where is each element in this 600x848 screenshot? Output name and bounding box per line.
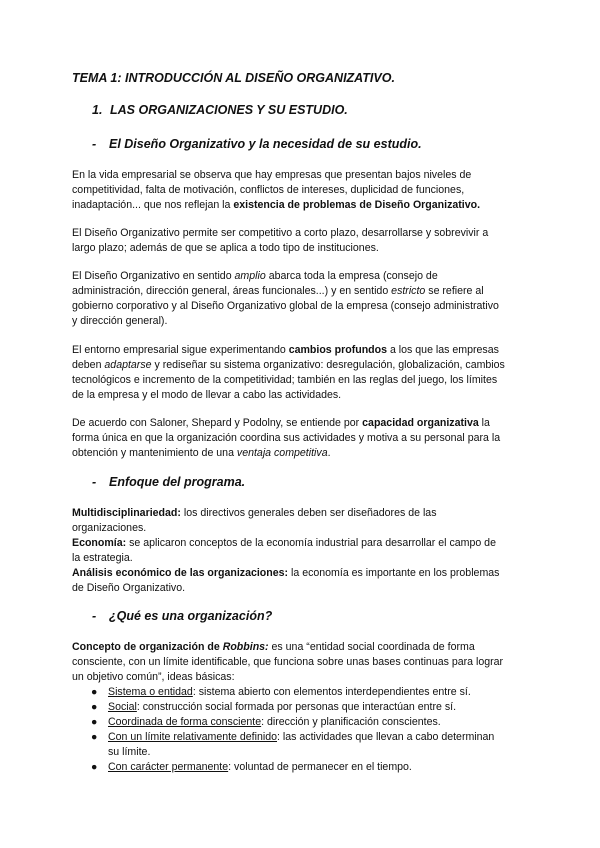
text-span: De acuerdo con Saloner, Shepard y Podolny, se entiende por [72,417,363,429]
text-span: : sistema abierto con elementos interdependientes entre sí. [192,686,471,698]
text-span: : voluntad de permanecer en el tiempo. [228,761,412,773]
text-line: la estrategia. [72,552,133,564]
section-dash: - [92,609,97,623]
text-span: . [327,447,331,459]
text-line [72,416,532,431]
bold-text: Economía: [72,537,127,549]
paragraph-capacity [72,416,532,461]
section-dash: - [92,137,97,151]
text-span: administración, dirección general, áreas funcionales...) y en sentido [72,285,392,297]
paragraph-robbins [72,640,532,685]
paragraph-broad-strict [72,269,532,329]
text-span: se aplicaron conceptos de la economía industrial para desarrollar el campo de [126,537,496,549]
text-line [72,198,532,213]
bold-text: existencia de problemas de Diseño Organizativo. [233,199,481,211]
section-heading-text: El Diseño Organizativo y la necesidad de su estudio. [109,137,422,151]
section-heading-design-need [92,137,422,151]
text-line: organizaciones. [72,522,147,534]
text-line: tecnológicos e incremento de la competitividad; también en las reglas del juego, los límites [72,374,498,386]
paragraph-competitive [72,226,532,256]
text-line [72,506,532,521]
list-item [91,760,494,775]
section-heading-text: ¿Qué es una organización? [109,609,273,623]
bullet-list [91,685,494,775]
text-span: El entorno empresarial sigue experimentando [72,344,289,356]
underlined-term: Con un límite relativamente definido [108,731,278,743]
text-line: y dirección general). [72,315,168,327]
text-span: : las actividades que llevan a cabo determinan [277,731,495,743]
text-span: inadaptación... que nos reflejan la [72,199,234,211]
underlined-term: Sistema o entidad [108,686,193,698]
text-line: En la vida empresarial se observa que hay empresas que presentan bajos niveles de [72,169,472,181]
bold-text: Multidisciplinariedad: [72,507,181,519]
text-span: los directivos generales deben ser diseñadores de las [180,507,437,519]
bullet-icon: ● [91,761,98,773]
section-heading-program [92,475,245,489]
text-line: un objetivo común”, ideas básicas: [72,671,235,683]
list-item [91,700,494,715]
section-heading-text: Enfoque del programa. [109,475,246,489]
bullet-icon: ● [91,731,98,743]
text-line [72,446,532,461]
text-line [72,343,532,358]
bold-text: Análisis económico de las organizaciones: [72,567,289,579]
bullet-icon: ● [91,686,98,698]
list-item-continuation: su límite. [108,746,151,758]
text-span: : construcción social formada por personas que interactúan entre sí. [136,701,457,713]
text-line: gobierno corporativo y al Diseño Organizativo global de la empresa (consejo administrativo [72,300,499,312]
bullet-icon: ● [91,701,98,713]
text-span: obtención y mantenimiento de una [72,447,237,459]
text-line: El Diseño Organizativo permite ser competitivo a corto plazo, desarrollarse y sobrevivir a [72,227,489,239]
text-line [72,269,532,284]
bold-italic-text: Robbins: [222,641,269,653]
bold-text: cambios profundos [288,344,388,356]
text-line: de la empresa y el modo de llevar a cabo las actividades. [72,389,342,401]
chapter-heading [92,103,348,117]
text-line [72,358,532,373]
underlined-term: Coordinada de forma consciente [108,716,262,728]
text-span: El Diseño Organizativo en sentido [72,270,235,282]
italic-text: amplio [234,270,266,282]
section-heading-organization [92,609,272,623]
italic-text: estricto [391,285,426,297]
chapter-heading-text: LAS ORGANIZACIONES Y SU ESTUDIO. [110,103,348,117]
text-line [72,284,532,299]
document-title: TEMA 1: INTRODUCCIÓN AL DISEÑO ORGANIZATIVO. [72,71,395,85]
underlined-term: Con carácter permanente [108,761,229,773]
list-item [91,715,494,730]
text-span: : dirección y planificación conscientes. [261,716,441,728]
text-span: se refiere al [425,285,484,297]
paragraph-problems [72,168,532,213]
text-span: abarca toda la empresa (consejo de [265,270,438,282]
text-line: competitividad, falta de motivación, conflictos de intereses, duplicidad de funciones, [72,184,465,196]
paragraph-program-approach [72,506,532,596]
italic-text: ventaja competitiva [236,447,328,459]
italic-text: adaptarse [104,359,152,371]
text-line [72,566,532,581]
chapter-number: 1. [92,103,103,117]
list-item [91,730,494,745]
text-line: consciente, con un límite identificable, que funciona sobre unas bases continuas para lograr [72,656,504,668]
bold-text: capacidad organizativa [362,417,479,429]
bullet-icon: ● [91,716,98,728]
text-span: la economía es importante en los problemas [288,567,500,579]
text-line [72,640,532,655]
text-span: es una “entidad social coordinada de forma [268,641,475,653]
text-span: deben [72,359,105,371]
text-span: la [478,417,490,429]
list-item [91,685,494,700]
section-dash: - [92,475,97,489]
text-line: largo plazo; además de que se aplica a todo tipo de instituciones. [72,242,379,254]
underlined-term: Social [108,701,137,713]
bold-text: Concepto de organización de [72,641,223,653]
text-line: de Diseño Organizativo. [72,582,186,594]
text-line [72,536,532,551]
text-span: a los que las empresas [387,344,499,356]
paragraph-environment [72,343,532,403]
text-span: y rediseñar su sistema organizativo: desregulación, globalización, cambios [151,359,505,371]
text-line: forma única en que la organización coordina sus actividades y motiva a su personal para la [72,432,501,444]
